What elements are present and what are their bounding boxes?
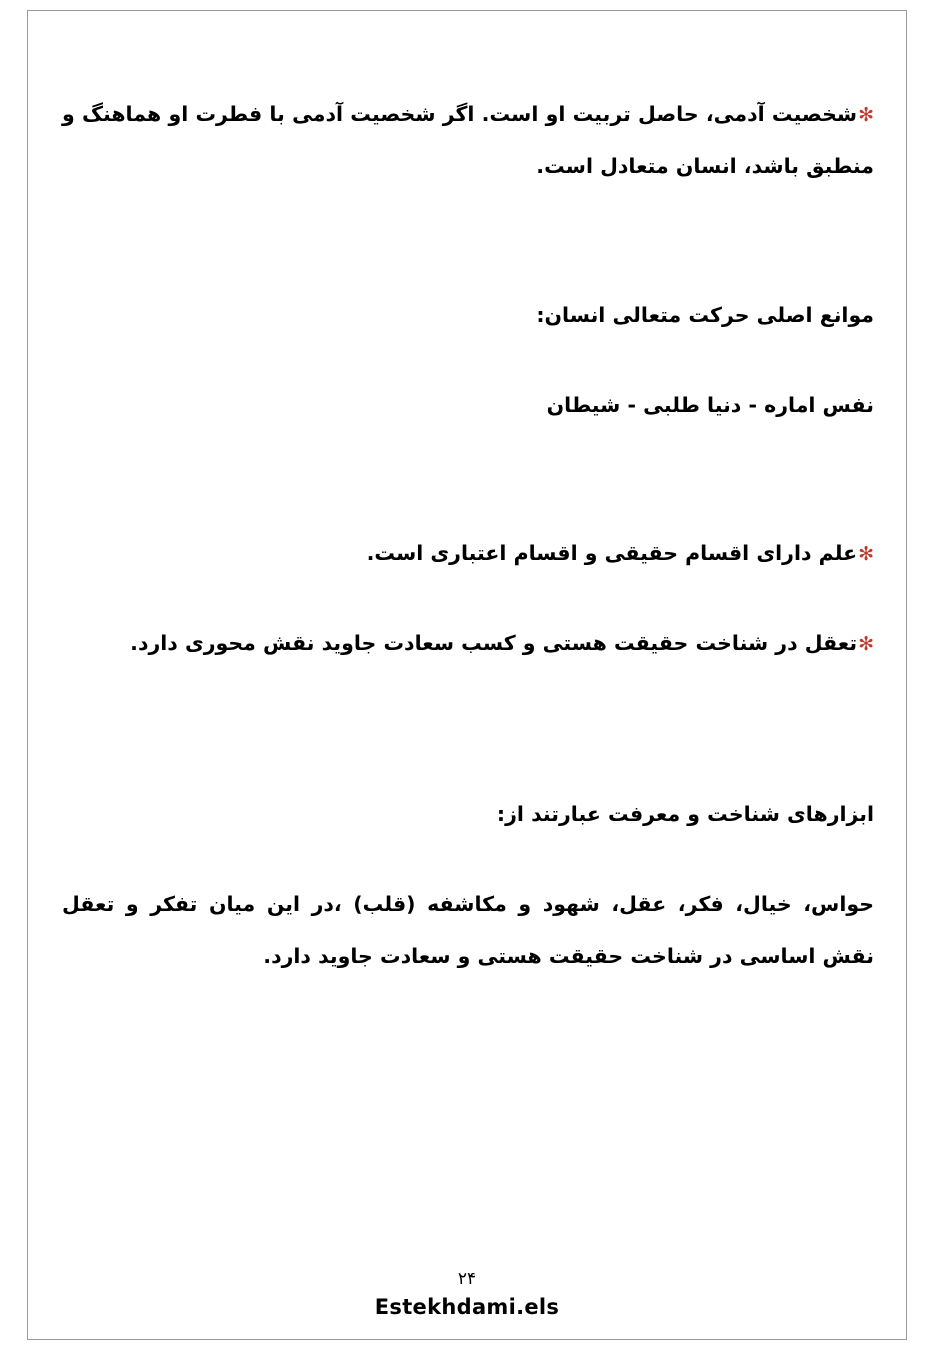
document-body bbox=[62, 88, 874, 982]
vertical-spacer bbox=[62, 431, 874, 527]
paragraph-block-7 bbox=[62, 878, 874, 983]
vertical-spacer bbox=[62, 341, 874, 379]
vertical-spacer bbox=[62, 193, 874, 289]
paragraph-text: ابزارهای شناخت و معرفت عبارتند از: bbox=[496, 801, 874, 826]
paragraph-text: موانع اصلی حرکت متعالی انسان: bbox=[536, 302, 874, 327]
paragraph-text: نفس اماره - دنیا طلبی - شیطان bbox=[546, 392, 874, 417]
paragraph-block-1 bbox=[62, 88, 874, 193]
paragraph-block-6 bbox=[62, 788, 874, 840]
paragraph-block-4 bbox=[62, 527, 874, 579]
vertical-spacer bbox=[62, 840, 874, 878]
paragraph-text: شخصیت آدمی، حاصل تربیت او است. اگر شخصیت آدمی با فطرت او هماهنگ و منطبق باشد، انسان متعادل است. bbox=[62, 102, 874, 179]
paragraph-block-3 bbox=[62, 379, 874, 431]
paragraph-text: علم دارای اقسام حقیقی و اقسام اعتباری است. bbox=[366, 541, 858, 566]
asterisk-bullet-icon: ✻ bbox=[858, 543, 874, 566]
paragraph-text: حواس، خیال، فکر، عقل، شهود و مکاشفه (قلب) ،در این میان تفکر و تعقل نقش اساسی در شناخت حقیقت هستی و سعادت جاوید دارد. bbox=[62, 891, 874, 969]
asterisk-bullet-icon: ✻ bbox=[858, 633, 874, 656]
vertical-spacer bbox=[62, 579, 874, 617]
paragraph-text: تعقل در شناخت حقیقت هستی و کسب سعادت جاوید نقش محوری دارد. bbox=[130, 631, 858, 656]
page-footer bbox=[0, 1269, 934, 1319]
vertical-spacer bbox=[62, 670, 874, 788]
watermark-text: Estekhdami.els bbox=[374, 1295, 560, 1319]
paragraph-block-5 bbox=[62, 617, 874, 669]
asterisk-bullet-icon: ✻ bbox=[858, 104, 874, 126]
paragraph-block-2 bbox=[62, 289, 874, 341]
page-number: ۲۴ bbox=[457, 1269, 477, 1289]
